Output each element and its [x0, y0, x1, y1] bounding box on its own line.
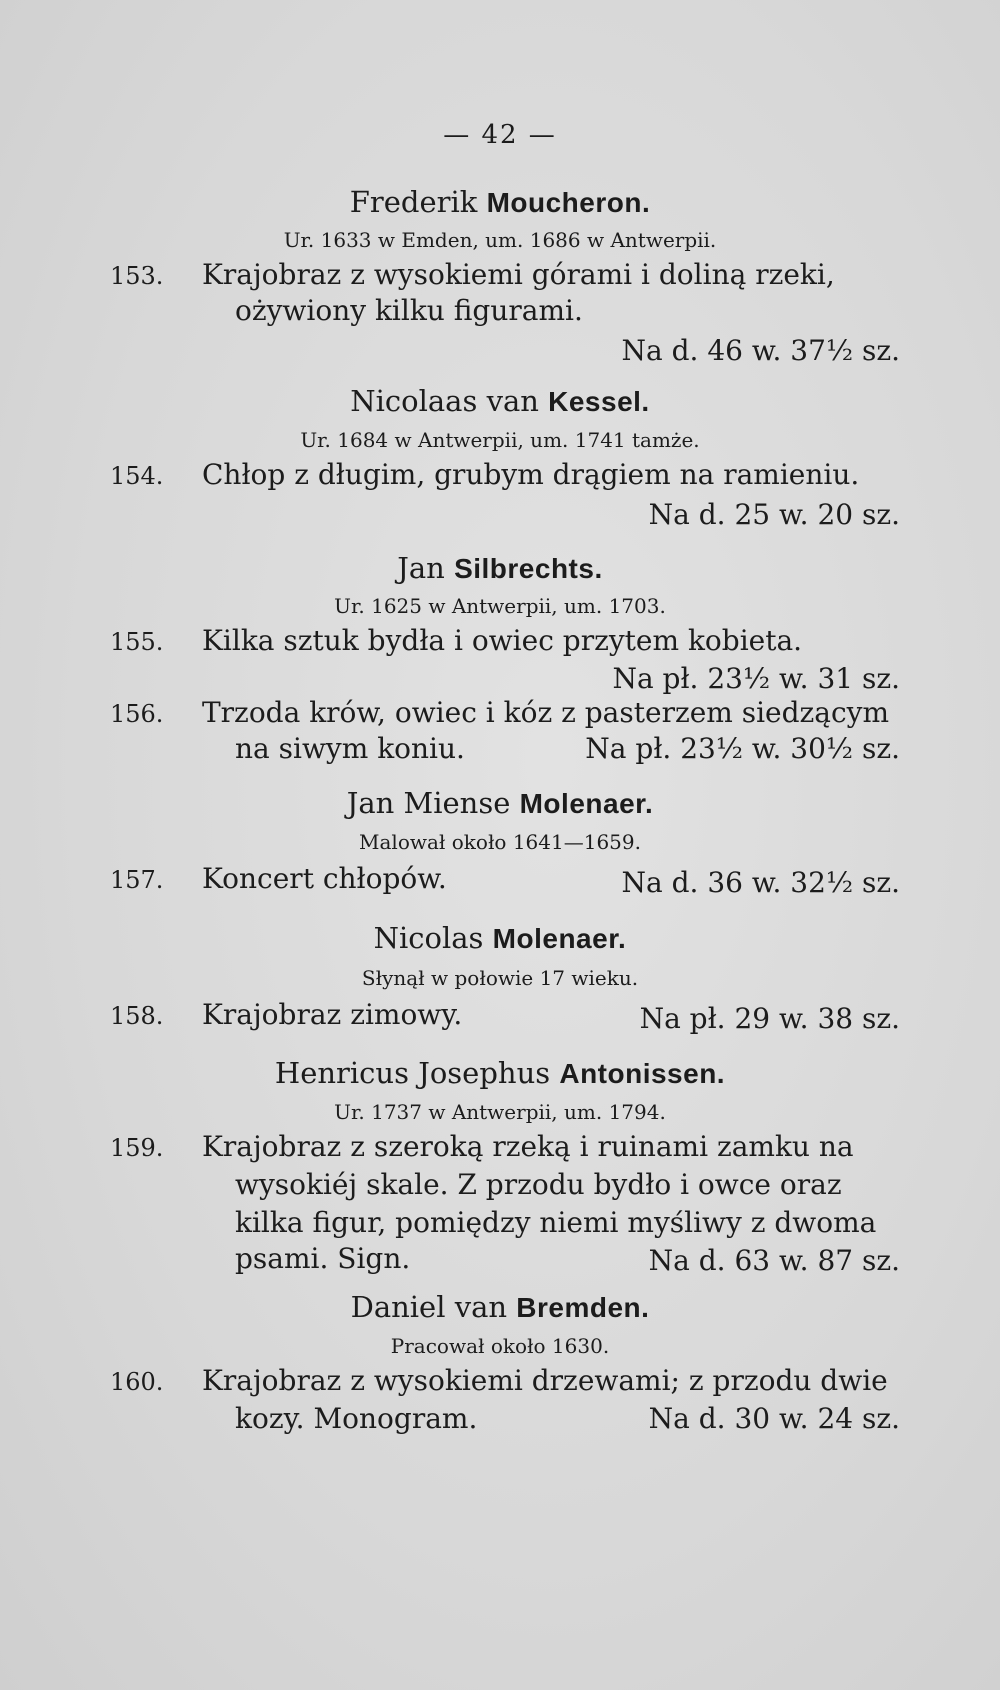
entry-number: 157.	[110, 866, 164, 894]
entry-title-line: Koncert chłopów.	[202, 862, 447, 895]
artist-bio: Pracował około 1630.	[390, 1334, 610, 1358]
entry-title-line: Krajobraz z wysokiemi górami i doliną rzeki,	[202, 258, 835, 291]
entry-title-line: Chłop z długim, grubym drągiem na ramieniu.	[202, 458, 860, 491]
entry-title-line: Trzoda krów, owiec i kóz z pasterzem siedzącym	[202, 696, 890, 729]
entry-title-line: kilka figur, pomiędzy niemi myśliwy z dwoma	[235, 1206, 877, 1239]
entry-dimensions: Na pł. 29 w. 38 sz.	[639, 1002, 900, 1035]
artist-surname: Bremden.	[516, 1292, 650, 1323]
artist-heading	[0, 551, 1000, 585]
artist-first-name: Nicolaas van	[350, 384, 539, 418]
entry-dimensions: Na d. 63 w. 87 sz.	[648, 1244, 900, 1277]
entry-dimensions: Na pł. 23½ w. 31 sz.	[612, 662, 900, 695]
artist-surname: Molenaer.	[492, 923, 627, 954]
entry-title-line: kozy. Monogram.	[235, 1402, 478, 1435]
entry-dimensions: Na d. 30 w. 24 sz.	[648, 1402, 900, 1435]
artist-first-name: Jan Miense	[346, 786, 511, 820]
artist-first-name: Frederik	[349, 185, 478, 219]
entry-number: 154.	[110, 462, 164, 490]
artist-heading	[0, 185, 1000, 219]
entry-dimensions: Na d. 46 w. 37½ sz.	[621, 334, 900, 367]
artist-bio: Ur. 1737 w Antwerpii, um. 1794.	[334, 1100, 666, 1124]
page-number: — 42 —	[443, 120, 557, 150]
artist-surname: Kessel.	[548, 386, 650, 417]
artist-heading	[0, 921, 1000, 955]
artist-heading	[0, 384, 1000, 418]
artist-surname: Molenaer.	[519, 788, 654, 819]
entry-number: 156.	[110, 700, 164, 728]
artist-heading	[0, 1056, 1000, 1090]
artist-bio: Malował około 1641—1659.	[359, 830, 641, 854]
entry-title-line: wysokiéj skale. Z przodu bydło i owce oraz	[235, 1168, 842, 1201]
artist-heading	[0, 786, 1000, 820]
artist-bio: Ur. 1625 w Antwerpii, um. 1703.	[334, 594, 666, 618]
artist-first-name: Jan	[397, 551, 445, 585]
entry-title-line: na siwym koniu.	[235, 732, 465, 765]
entry-title-line: ożywiony kilku figurami.	[235, 294, 583, 327]
entry-dimensions: Na d. 36 w. 32½ sz.	[621, 866, 900, 899]
entry-number: 159.	[110, 1134, 164, 1162]
artist-bio: Ur. 1633 w Emden, um. 1686 w Antwerpii.	[283, 228, 717, 252]
entry-title-line: Kilka sztuk bydła i owiec przytem kobieta.	[202, 624, 803, 657]
artist-first-name: Nicolas	[373, 921, 484, 955]
artist-bio: Ur. 1684 w Antwerpii, um. 1741 tamże.	[300, 428, 700, 452]
entry-title-line: Krajobraz zimowy.	[202, 998, 463, 1031]
artist-surname: Silbrechts.	[454, 553, 603, 584]
entry-dimensions: Na pł. 23½ w. 30½ sz.	[585, 732, 900, 765]
artist-bio: Słynął w połowie 17 wieku.	[361, 966, 639, 990]
entry-title-line: psami. Sign.	[235, 1242, 411, 1275]
entry-number: 153.	[110, 262, 164, 290]
entry-title-line: Krajobraz z szeroką rzeką i ruinami zamku na	[202, 1130, 854, 1163]
artist-heading	[0, 1290, 1000, 1324]
entry-dimensions: Na d. 25 w. 20 sz.	[648, 498, 900, 531]
artist-first-name: Daniel van	[350, 1290, 508, 1324]
artist-first-name: Henricus Josephus	[274, 1056, 551, 1090]
entry-number: 155.	[110, 628, 164, 656]
artist-surname: Moucheron.	[486, 187, 651, 218]
artist-surname: Antonissen.	[559, 1058, 726, 1089]
entry-number: 158.	[110, 1002, 164, 1030]
entry-title-line: Krajobraz z wysokiemi drzewami; z przodu dwie	[202, 1364, 888, 1397]
entry-number: 160.	[110, 1368, 164, 1396]
